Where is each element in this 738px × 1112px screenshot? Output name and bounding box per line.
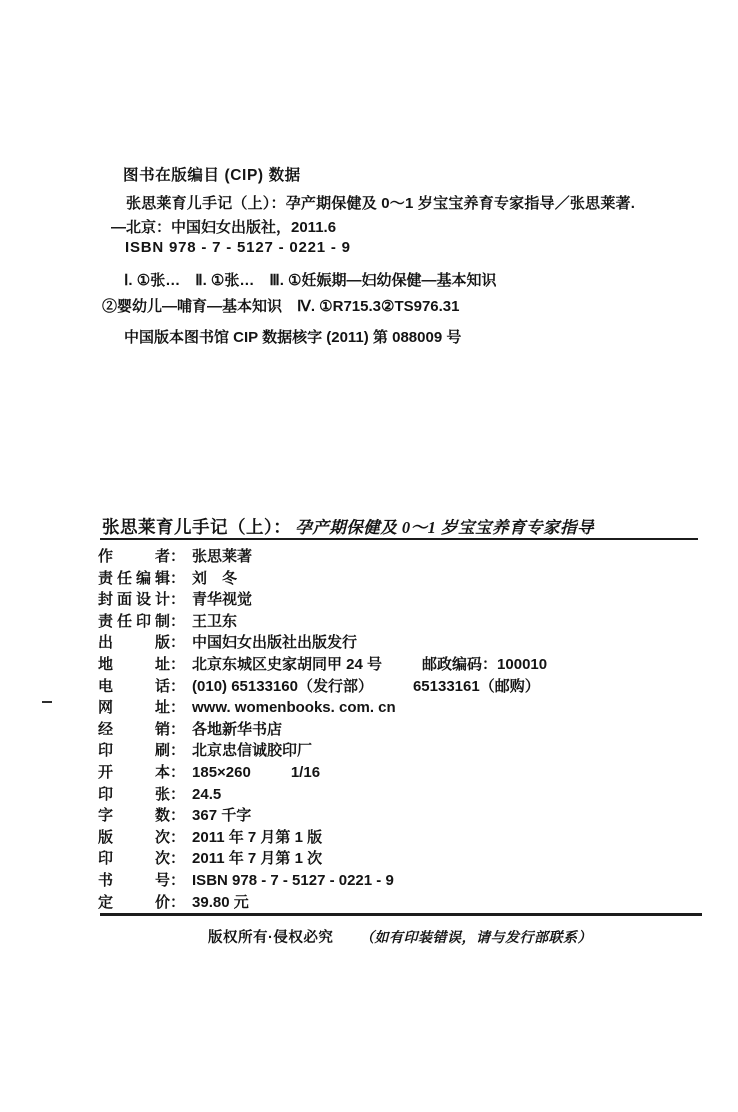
detail-label: 出版 — [98, 634, 170, 652]
detail-colon: ： — [170, 807, 186, 825]
detail-label: 印次 — [98, 850, 170, 868]
detail-value: 24.5 — [192, 785, 222, 803]
detail-row-phone — [98, 676, 547, 698]
detail-label: 经销 — [98, 720, 170, 738]
detail-colon: ： — [170, 655, 186, 673]
detail-extra: 1/16 — [290, 763, 321, 781]
detail-value: 北京东城区史家胡同甲 24 号 — [192, 655, 383, 673]
cip-classification-line-1: Ⅰ. ①张… Ⅱ. ①张… Ⅲ. ①妊娠期—妇幼保健—基本知识 — [124, 272, 497, 289]
cip-heading: 图书在版编目 (CIP) 数据 — [123, 167, 301, 184]
detail-label: 定价 — [98, 893, 170, 911]
detail-label: 电话 — [98, 677, 170, 695]
detail-label: 印张 — [98, 785, 170, 803]
detail-row-printer — [98, 740, 547, 762]
detail-row-print-supervisor — [98, 611, 547, 633]
detail-row-address — [98, 654, 547, 676]
footer-divider-rule — [100, 913, 702, 916]
detail-value: 185×260 — [192, 763, 251, 781]
detail-row-cover-design — [98, 589, 547, 611]
detail-label: 字数 — [98, 807, 170, 825]
detail-value: 王卫东 — [192, 612, 238, 630]
detail-colon: ： — [170, 742, 186, 760]
title-divider-rule — [100, 538, 698, 540]
book-title-line — [102, 514, 594, 539]
detail-value: ISBN 978 - 7 - 5127 - 0221 - 9 — [192, 871, 394, 889]
detail-value: 刘 冬 — [192, 569, 238, 587]
detail-value: 张思莱著 — [192, 548, 253, 565]
copyright-notice: 版权所有·侵权必究 — [208, 930, 334, 946]
detail-colon: ： — [170, 763, 186, 781]
detail-row-printing — [98, 848, 547, 870]
detail-colon: ： — [170, 828, 186, 846]
book-subtitle: 孕产期保健及 0～1 岁宝宝养育专家指导 — [295, 518, 594, 537]
publication-details — [98, 546, 547, 913]
detail-row-website — [98, 697, 547, 719]
detail-value: 2011 年 7 月第 1 版 — [192, 828, 323, 846]
cip-classification-line-2: ②婴幼儿—哺育—基本知识 Ⅳ. ①R715.3②TS976.31 — [102, 298, 460, 315]
book-title: 张思莱育儿手记（上）： — [102, 517, 292, 537]
detail-extra: 邮政编码：100010 — [422, 655, 548, 673]
detail-colon: ： — [170, 871, 186, 889]
detail-value: www. womenbooks. com. cn — [192, 699, 396, 717]
detail-row-distribution — [98, 719, 547, 741]
detail-row-editor — [98, 568, 547, 590]
detail-row-author — [98, 546, 547, 568]
detail-value: 2011 年 7 月第 1 次 — [192, 850, 323, 868]
cip-isbn-line: ISBN 978 - 7 - 5127 - 0221 - 9 — [125, 239, 351, 256]
detail-colon: ： — [170, 720, 186, 738]
detail-label: 版次 — [98, 828, 170, 846]
detail-row-isbn — [98, 870, 547, 892]
detail-label: 印刷 — [98, 742, 170, 760]
detail-colon: ： — [170, 677, 186, 695]
detail-extra: 65133161（邮购） — [412, 677, 540, 695]
detail-label: 网址 — [98, 699, 170, 717]
scan-artifact-dash — [42, 701, 52, 703]
detail-row-edition — [98, 827, 547, 849]
cip-record-number: 中国版本图书馆 CIP 数据核字 (2011) 第 088009 号 — [124, 329, 462, 346]
detail-label: 责任编辑 — [98, 569, 170, 587]
misprint-note: （如有印装错误，请与发行部联系） — [360, 931, 592, 946]
detail-row-word-count — [98, 805, 547, 827]
detail-colon: ： — [170, 548, 186, 565]
detail-colon: ： — [170, 612, 186, 630]
detail-label: 地址 — [98, 655, 170, 673]
detail-label: 责任印制 — [98, 612, 170, 630]
detail-value: 各地新华书店 — [192, 720, 283, 738]
detail-label: 书号 — [98, 871, 170, 889]
detail-label: 作者 — [98, 548, 170, 565]
detail-label: 开本 — [98, 763, 170, 781]
detail-colon: ： — [170, 634, 186, 652]
detail-value: 青华视觉 — [192, 591, 253, 609]
detail-colon: ： — [170, 569, 186, 587]
detail-row-sheets — [98, 784, 547, 806]
detail-colon: ： — [170, 591, 186, 609]
cip-publisher-line: —北京：中国妇女出版社，2011.6 — [111, 219, 337, 236]
detail-value: 367 千字 — [192, 807, 252, 825]
detail-colon: ： — [170, 785, 186, 803]
detail-value: 中国妇女出版社出版发行 — [192, 634, 358, 652]
detail-colon: ： — [170, 699, 186, 717]
detail-value: 北京忠信诚胶印厂 — [192, 742, 313, 760]
cip-title-line: 张思莱育儿手记（上）：孕产期保健及 0～1 岁宝宝养育专家指导／张思莱著. — [126, 195, 636, 212]
detail-row-price — [98, 892, 547, 914]
detail-colon: ： — [170, 893, 186, 911]
detail-colon: ： — [170, 850, 186, 868]
detail-label: 封面设计 — [98, 591, 170, 609]
detail-value: 39.80 元 — [192, 893, 249, 911]
detail-value: (010) 65133160（发行部） — [192, 677, 373, 695]
detail-row-format — [98, 762, 547, 784]
detail-row-publisher — [98, 632, 547, 654]
